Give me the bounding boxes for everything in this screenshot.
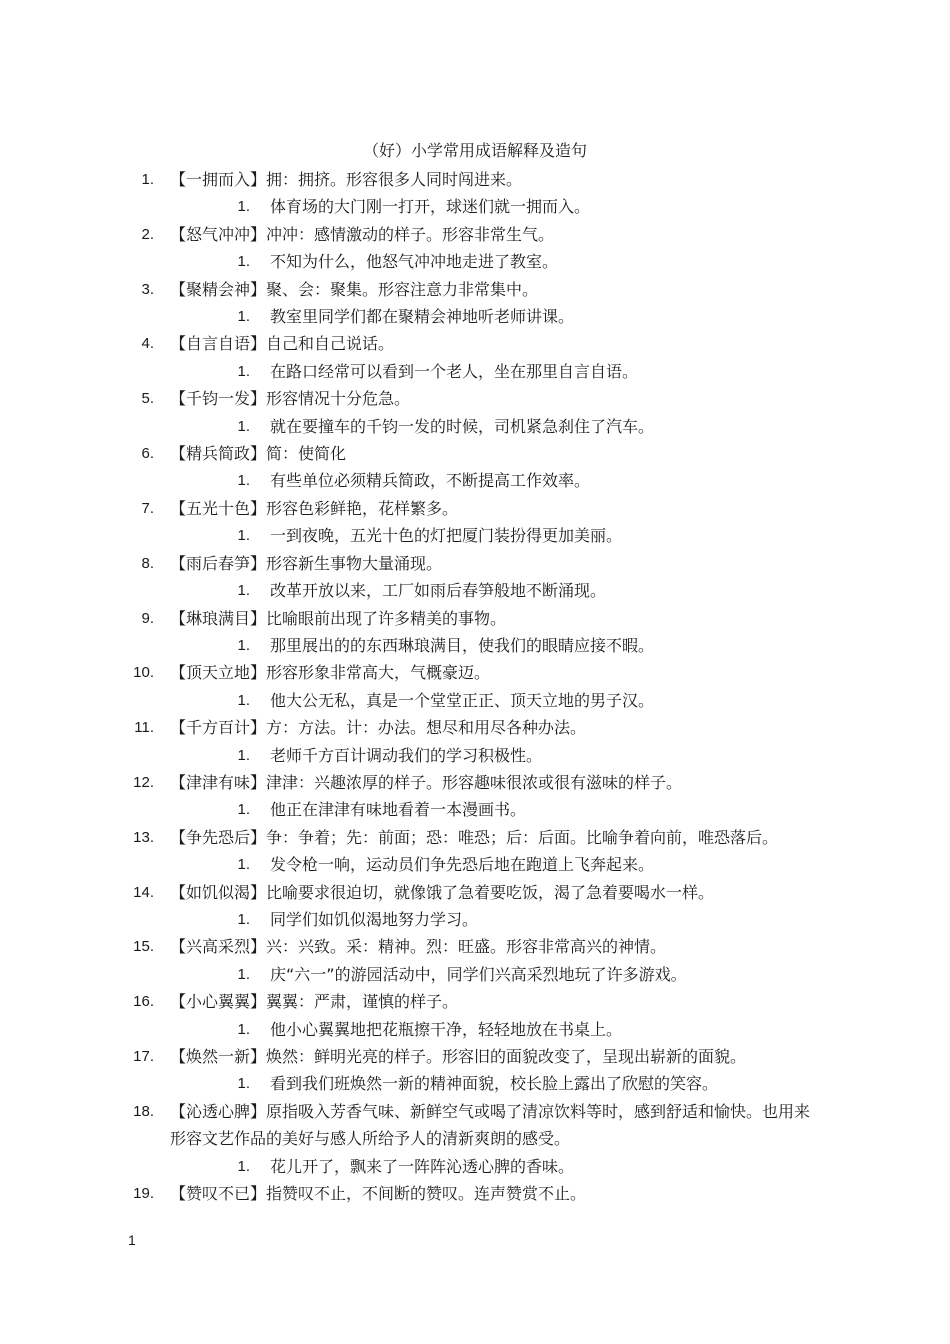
example-sentence: 体育场的大门刚一打开，球迷们就一拥而入。 — [270, 197, 591, 217]
example-sentence: 在路口经常可以看到一个老人，坐在那里自言自语。 — [270, 361, 639, 381]
idiom-definition: 形容新生事物大量涌现。 — [266, 553, 443, 573]
idiom-definition-line — [0, 550, 820, 577]
example-sentence-line — [0, 248, 850, 275]
entry-number: 15. — [133, 938, 154, 956]
idiom-definition: 兴：兴致。采：精神。烈：旺盛。形容非常高兴的神情。 — [266, 937, 667, 957]
idiom-term: 【雨后春笋】 — [170, 553, 267, 573]
idiom-term: 【千钧一发】 — [170, 389, 267, 409]
entry-number: 5. — [141, 390, 154, 408]
entry-number: 16. — [133, 993, 154, 1011]
example-sentence: 一到夜晚，五光十色的灯把厦门装扮得更加美丽。 — [270, 526, 623, 546]
example-sentence: 那里展出的的东西琳琅满目，使我们的眼睛应接不暇。 — [270, 635, 655, 655]
idiom-term: 【聚精会神】 — [170, 279, 267, 299]
idiom-term: 【争先恐后】 — [170, 827, 267, 847]
example-number: 1. — [237, 691, 250, 709]
example-number: 1. — [237, 417, 250, 435]
example-number: 1. — [237, 856, 250, 874]
idiom-definition: 翼翼：严肃，谨慎的样子。 — [266, 992, 459, 1012]
idiom-definition-line — [0, 605, 820, 632]
idiom-entry — [0, 824, 950, 879]
idiom-term: 【一拥而入】 — [170, 170, 267, 189]
idiom-term: 【琳琅满目】 — [170, 608, 267, 628]
idiom-definition-line — [0, 1043, 820, 1070]
idiom-entry — [0, 1043, 950, 1098]
idiom-definition: 方：方法。计：办法。想尽和用尽各种办法。 — [266, 718, 587, 738]
example-sentence-line — [0, 961, 850, 988]
idiom-definition: 自己和自己说话。 — [266, 334, 395, 354]
entry-number: 7. — [141, 499, 154, 517]
idiom-definition: 简：使简化 — [266, 444, 347, 464]
idiom-definition: 比喻要求很迫切，就像饿了急着要吃饭，渴了急着要喝水一样。 — [266, 882, 715, 902]
idiom-entry — [0, 440, 950, 495]
idiom-definition-line — [0, 714, 820, 741]
page-number: 1 — [128, 1232, 136, 1248]
example-sentence-line — [0, 687, 850, 714]
idiom-entry — [0, 330, 950, 385]
idiom-definition: 形容色彩鲜艳，花样繁多。 — [266, 498, 459, 518]
entry-number: 13. — [133, 828, 154, 846]
idiom-definition: 形容情况十分危急。 — [266, 389, 411, 409]
example-number: 1. — [237, 1020, 250, 1038]
idiom-list — [0, 166, 950, 1207]
idiom-term: 【兴高采烈】 — [170, 937, 267, 957]
entry-number: 14. — [133, 883, 154, 901]
idiom-definition-line — [0, 166, 820, 193]
example-sentence-line — [0, 1153, 850, 1180]
example-sentence: 改革开放以来，工厂如雨后春笋般地不断涌现。 — [270, 581, 607, 601]
example-sentence: 花儿开了，飘来了一阵阵沁透心脾的香味。 — [270, 1156, 575, 1176]
idiom-definition-line — [0, 659, 820, 686]
idiom-term: 【顶天立地】 — [170, 663, 267, 683]
idiom-entry — [0, 988, 950, 1043]
idiom-definition-line — [0, 1098, 820, 1153]
example-sentence: 教室里同学们都在聚精会神地听老师讲课。 — [270, 307, 575, 327]
idiom-definition-line — [0, 276, 820, 303]
idiom-entry — [0, 769, 950, 824]
example-sentence: 庆“六一”的游园活动中，同学们兴高采烈地玩了许多游戏。 — [270, 964, 687, 984]
entry-number: 19. — [133, 1185, 154, 1203]
example-number: 1. — [237, 1075, 250, 1093]
example-number: 1. — [237, 1157, 250, 1175]
entry-number: 17. — [133, 1048, 154, 1065]
example-sentence-line — [0, 742, 850, 769]
example-number: 1. — [237, 746, 250, 764]
entry-number: 1. — [141, 171, 154, 188]
example-number: 1. — [237, 582, 250, 600]
idiom-definition-line — [0, 330, 820, 357]
idiom-term: 【精兵简政】 — [170, 444, 267, 464]
idiom-entry — [0, 385, 950, 440]
idiom-definition-line — [0, 221, 820, 248]
example-number: 1. — [237, 636, 250, 654]
example-sentence: 他小心翼翼地把花瓶擦干净，轻轻地放在书桌上。 — [270, 1019, 623, 1039]
example-number: 1. — [237, 965, 250, 983]
example-sentence-line — [0, 413, 850, 440]
example-number: 1. — [237, 801, 250, 819]
entry-number: 10. — [133, 664, 154, 682]
idiom-entry — [0, 605, 950, 660]
idiom-term: 【怒气冲冲】 — [170, 224, 267, 244]
idiom-term: 【津津有味】 — [170, 772, 267, 792]
example-number: 1. — [237, 198, 250, 216]
idiom-entry — [0, 933, 950, 988]
entry-number: 4. — [141, 335, 154, 353]
entry-number: 3. — [141, 280, 154, 298]
idiom-entry — [0, 659, 950, 714]
idiom-entry — [0, 1180, 950, 1207]
example-sentence-line — [0, 796, 850, 823]
idiom-definition-line — [0, 988, 820, 1015]
idiom-entry — [0, 714, 950, 769]
idiom-entry — [0, 166, 950, 221]
idiom-definition-line — [0, 933, 820, 960]
idiom-term: 【如饥似渴】 — [170, 882, 267, 902]
idiom-definition: 原指吸入芳香气味、新鲜空气或喝了清凉饮料等时，感到舒适和愉快。也用来形容文艺作品的美好与感人所给予人的清新爽朗的感受。 — [170, 1101, 811, 1149]
example-sentence: 老师千方百计调动我们的学习积极性。 — [270, 745, 543, 765]
example-number: 1. — [237, 253, 250, 271]
example-sentence: 他大公无私，真是一个堂堂正正、顶天立地的男子汉。 — [270, 690, 655, 710]
example-number: 1. — [237, 362, 250, 380]
page-title: （好）小学常用成语解释及造句 — [362, 141, 587, 160]
example-sentence-line — [0, 358, 850, 385]
idiom-term: 【焕然一新】 — [170, 1047, 267, 1066]
entry-number: 9. — [141, 609, 154, 627]
idiom-term: 【五光十色】 — [170, 498, 267, 518]
idiom-definition: 津津：兴趣浓厚的样子。形容趣味很浓或很有滋味的样子。 — [266, 772, 683, 792]
example-sentence-line — [0, 1070, 850, 1097]
entry-number: 18. — [133, 1102, 154, 1120]
idiom-definition: 焕然：鲜明光亮的样子。形容旧的面貌改变了，呈现出崭新的面貌。 — [266, 1047, 747, 1066]
idiom-definition: 拥：拥挤。形容很多人同时闯进来。 — [266, 170, 523, 189]
example-sentence-line — [0, 851, 850, 878]
example-sentence-line — [0, 577, 850, 604]
example-number: 1. — [237, 308, 250, 326]
idiom-definition-line — [0, 495, 820, 522]
example-sentence-line — [0, 467, 850, 494]
example-sentence-line — [0, 1016, 850, 1043]
example-sentence-line — [0, 522, 850, 549]
example-sentence: 发令枪一响，运动员们争先恐后地在跑道上飞奔起来。 — [270, 855, 655, 875]
example-sentence-line — [0, 193, 850, 220]
entry-number: 12. — [133, 773, 154, 791]
idiom-definition-line — [0, 769, 820, 796]
example-sentence-line — [0, 632, 850, 659]
example-sentence-line — [0, 906, 850, 933]
idiom-entry — [0, 276, 950, 331]
idiom-term: 【小心翼翼】 — [170, 992, 267, 1012]
idiom-term: 【赞叹不已】 — [170, 1184, 267, 1204]
example-sentence: 看到我们班焕然一新的精神面貌，校长脸上露出了欣慰的笑容。 — [270, 1074, 719, 1094]
idiom-definition: 比喻眼前出现了许多精美的事物。 — [266, 608, 507, 628]
idiom-definition: 形容形象非常高大，气概豪迈。 — [266, 663, 491, 683]
idiom-definition: 指赞叹不止，不间断的赞叹。连声赞赏不止。 — [266, 1184, 587, 1204]
example-sentence: 有些单位必须精兵简政，不断提高工作效率。 — [270, 471, 591, 491]
idiom-definition: 冲冲：感情激动的样子。形容非常生气。 — [266, 224, 555, 244]
entry-number: 11. — [134, 719, 154, 737]
example-sentence: 就在要撞车的千钧一发的时候，司机紧急刹住了汽车。 — [270, 416, 655, 436]
example-sentence: 同学们如饥似渴地努力学习。 — [270, 909, 479, 929]
idiom-definition: 聚、会：聚集。形容注意力非常集中。 — [266, 279, 539, 299]
idiom-entry — [0, 879, 950, 934]
idiom-term: 【千方百计】 — [170, 718, 267, 738]
idiom-definition-line — [0, 385, 820, 412]
example-number: 1. — [237, 910, 250, 928]
idiom-term: 【沁透心脾】 — [170, 1101, 267, 1121]
entry-number: 8. — [141, 554, 154, 572]
idiom-entry — [0, 221, 950, 276]
idiom-term: 【自言自语】 — [170, 334, 267, 354]
idiom-entry — [0, 495, 950, 550]
idiom-entry — [0, 1098, 950, 1180]
idiom-entry — [0, 550, 950, 605]
idiom-definition-line — [0, 879, 820, 906]
idiom-definition-line — [0, 440, 820, 467]
entry-number: 2. — [141, 225, 154, 243]
example-sentence: 不知为什么，他怒气冲冲地走进了教室。 — [270, 252, 559, 272]
idiom-definition-line — [0, 1180, 820, 1207]
example-sentence-line — [0, 303, 850, 330]
example-number: 1. — [237, 527, 250, 545]
example-sentence: 他正在津津有味地看着一本漫画书。 — [270, 800, 527, 820]
entry-number: 6. — [141, 445, 154, 463]
idiom-definition-line — [0, 824, 820, 851]
idiom-definition: 争：争着；先：前面；恐：唯恐；后：后面。比喻争着向前，唯恐落后。 — [266, 827, 779, 847]
example-number: 1. — [237, 472, 250, 490]
